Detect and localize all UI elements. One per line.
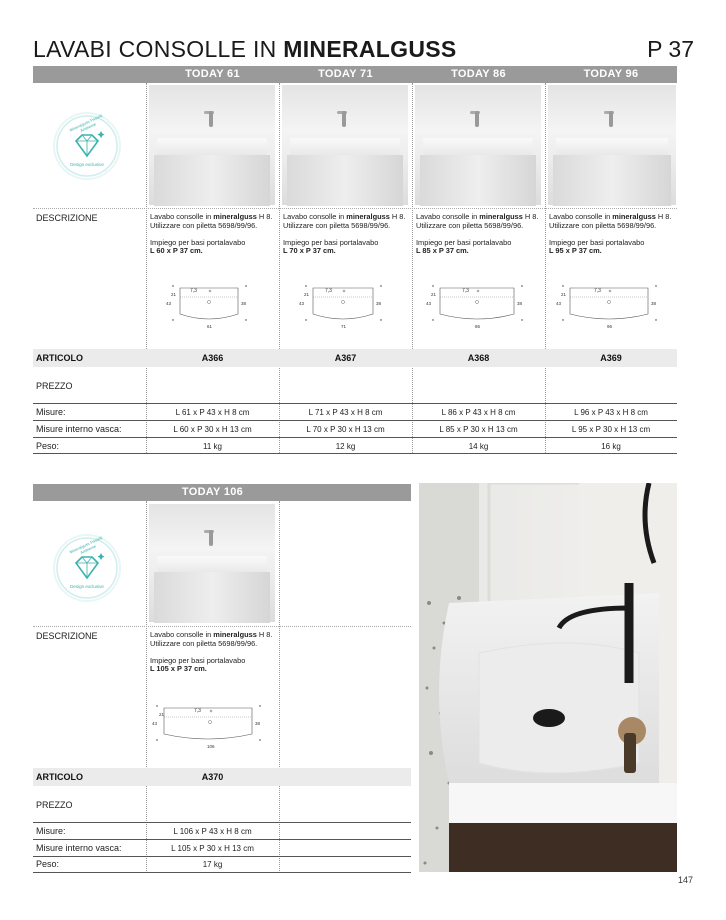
dimension-drawing-61 <box>166 280 256 337</box>
dimension-drawing-96 <box>556 280 664 337</box>
peso-61: 11 kg <box>203 442 222 451</box>
product-photo-86 <box>415 85 541 205</box>
dim-label-d: 43 <box>166 301 172 306</box>
dim-label-d: 43 <box>556 301 562 306</box>
label-descrizione: DESCRIZIONE <box>36 213 98 223</box>
dim-label-d: 43 <box>426 301 432 306</box>
desc-106: Lavabo consolle in mineralguss H 8. Utilizzare con piletta 5698/99/96. Impiego per basi portalavabo L 105 x P 37 cm. <box>150 630 273 674</box>
desc-71: Lavabo consolle in mineralguss H 8. Utilizzare con piletta 5698/99/96. Impiego per basi portalavabo L 70 x P 37 cm. <box>283 212 406 256</box>
dim-label-a: 21 <box>171 292 177 297</box>
interno-106: L 105 x P 30 x H 13 cm <box>171 844 254 853</box>
label-misure: Misure: <box>36 407 66 417</box>
dim-label-h: 38 <box>651 301 657 306</box>
interno-96: L 95 x P 30 x H 13 cm <box>571 425 651 434</box>
label-descrizione-2: DESCRIZIONE <box>36 631 98 641</box>
badge-text-top: Mineralguss Pastelli Ambiente <box>68 112 104 134</box>
dim-label-w: 71 <box>341 324 347 329</box>
dimension-drawing-106 <box>150 700 270 757</box>
product-name-61: TODAY 61 <box>185 68 240 80</box>
misure-106: L 106 x P 43 x H 8 cm <box>173 827 252 836</box>
dim-label-h: 38 <box>376 301 382 306</box>
peso-106: 17 kg <box>202 860 223 869</box>
bottom-table-header <box>33 484 411 501</box>
dim-label-w: 86 <box>475 324 481 329</box>
lifestyle-photo <box>419 483 677 872</box>
dim-label-b: 7,3 <box>325 288 332 294</box>
dim-label-h: 38 <box>517 301 523 306</box>
dim-label-d: 43 <box>152 721 158 726</box>
badge-text-bottom: Design exclusive <box>70 162 104 167</box>
misure-61: L 61 x P 43 x H 8 cm <box>175 408 250 417</box>
interno-61: L 60 x P 30 x H 13 cm <box>173 425 252 434</box>
dim-label-a: 21 <box>431 292 437 297</box>
label-prezzo-2: PREZZO <box>36 800 73 810</box>
dim-label-b: 7,3 <box>190 288 197 294</box>
article-a367: A367 <box>334 353 357 363</box>
dim-label-b: 7,3 <box>462 288 469 294</box>
mineralguss-badge <box>55 114 119 178</box>
peso-71: 12 kg <box>335 442 356 451</box>
product-photo-106 <box>149 504 275 622</box>
dim-label-a: 21 <box>304 292 310 297</box>
page-title: LAVABI CONSOLLE IN MINERALGUSS <box>33 36 457 62</box>
misure-96: L 96 x P 43 x H 8 cm <box>574 408 648 417</box>
misure-86: L 86 x P 43 x H 8 cm <box>441 408 516 417</box>
product-photo-71 <box>282 85 408 205</box>
label-misure-interno: Misure interno vasca: <box>36 424 122 434</box>
dim-label-w: 106 <box>207 744 215 749</box>
label-peso-2: Peso: <box>36 859 60 869</box>
peso-96: 16 kg <box>601 442 621 451</box>
dim-label-h: 38 <box>241 301 247 306</box>
label-peso: Peso: <box>36 441 60 451</box>
article-a370: A370 <box>201 772 224 782</box>
peso-86: 14 kg <box>468 442 489 451</box>
product-photo-61 <box>149 85 275 205</box>
product-name-71: TODAY 71 <box>318 68 373 80</box>
product-photo-96 <box>548 85 676 205</box>
dimension-drawing-71 <box>299 280 389 337</box>
top-table-header <box>33 66 677 83</box>
label-misure-interno-2: Misure interno vasca: <box>36 843 122 853</box>
desc-86: Lavabo consolle in mineralguss H 8. Utilizzare con piletta 5698/99/96. Impiego per basi portalavabo L 85 x P 37 cm. <box>416 212 539 256</box>
product-name-106: TODAY 106 <box>181 486 244 498</box>
product-name-96: TODAY 96 <box>583 68 639 80</box>
desc-61: Lavabo consolle in mineralguss H 8. Utilizzare con piletta 5698/99/96. Impiego per basi portalavabo L 60 x P 37 cm. <box>150 212 273 256</box>
label-articolo-2: ARTICOLO <box>36 772 83 782</box>
dim-label-d: 43 <box>299 301 305 306</box>
label-prezzo: PREZZO <box>36 381 73 391</box>
article-a368: A368 <box>467 353 490 363</box>
label-misure-2: Misure: <box>36 826 66 836</box>
article-a369: A369 <box>600 353 622 363</box>
badge-text-top: Mineralguss Pastelli Ambiente <box>68 534 104 556</box>
badge-text-bottom: Design exclusive <box>70 584 104 589</box>
label-articolo: ARTICOLO <box>36 353 83 363</box>
dim-label-h: 38 <box>255 721 261 726</box>
desc-96: Lavabo consolle in mineralguss H 8. Utilizzare con piletta 5698/99/96. Impiego per basi portalavabo L 95 x P 37 cm. <box>549 212 672 256</box>
product-name-86: TODAY 86 <box>451 68 506 80</box>
dim-label-b: 7,3 <box>194 708 201 714</box>
interno-86: L 85 x P 30 x H 13 cm <box>439 425 518 434</box>
dimension-drawing-86 <box>426 280 530 337</box>
article-a366: A366 <box>201 353 224 363</box>
interno-71: L 70 x P 30 x H 13 cm <box>306 425 385 434</box>
dim-label-a: 21 <box>159 712 165 717</box>
dim-label-b: 7,3 <box>594 288 601 294</box>
mineralguss-badge-2 <box>55 536 119 600</box>
page-code: P 37 <box>647 36 694 62</box>
page-number: 147 <box>677 875 693 885</box>
dim-label-w: 96 <box>607 324 613 329</box>
dim-label-w: 61 <box>207 324 213 329</box>
dim-label-a: 21 <box>561 292 567 297</box>
misure-71: L 71 x P 43 x H 8 cm <box>308 408 383 417</box>
